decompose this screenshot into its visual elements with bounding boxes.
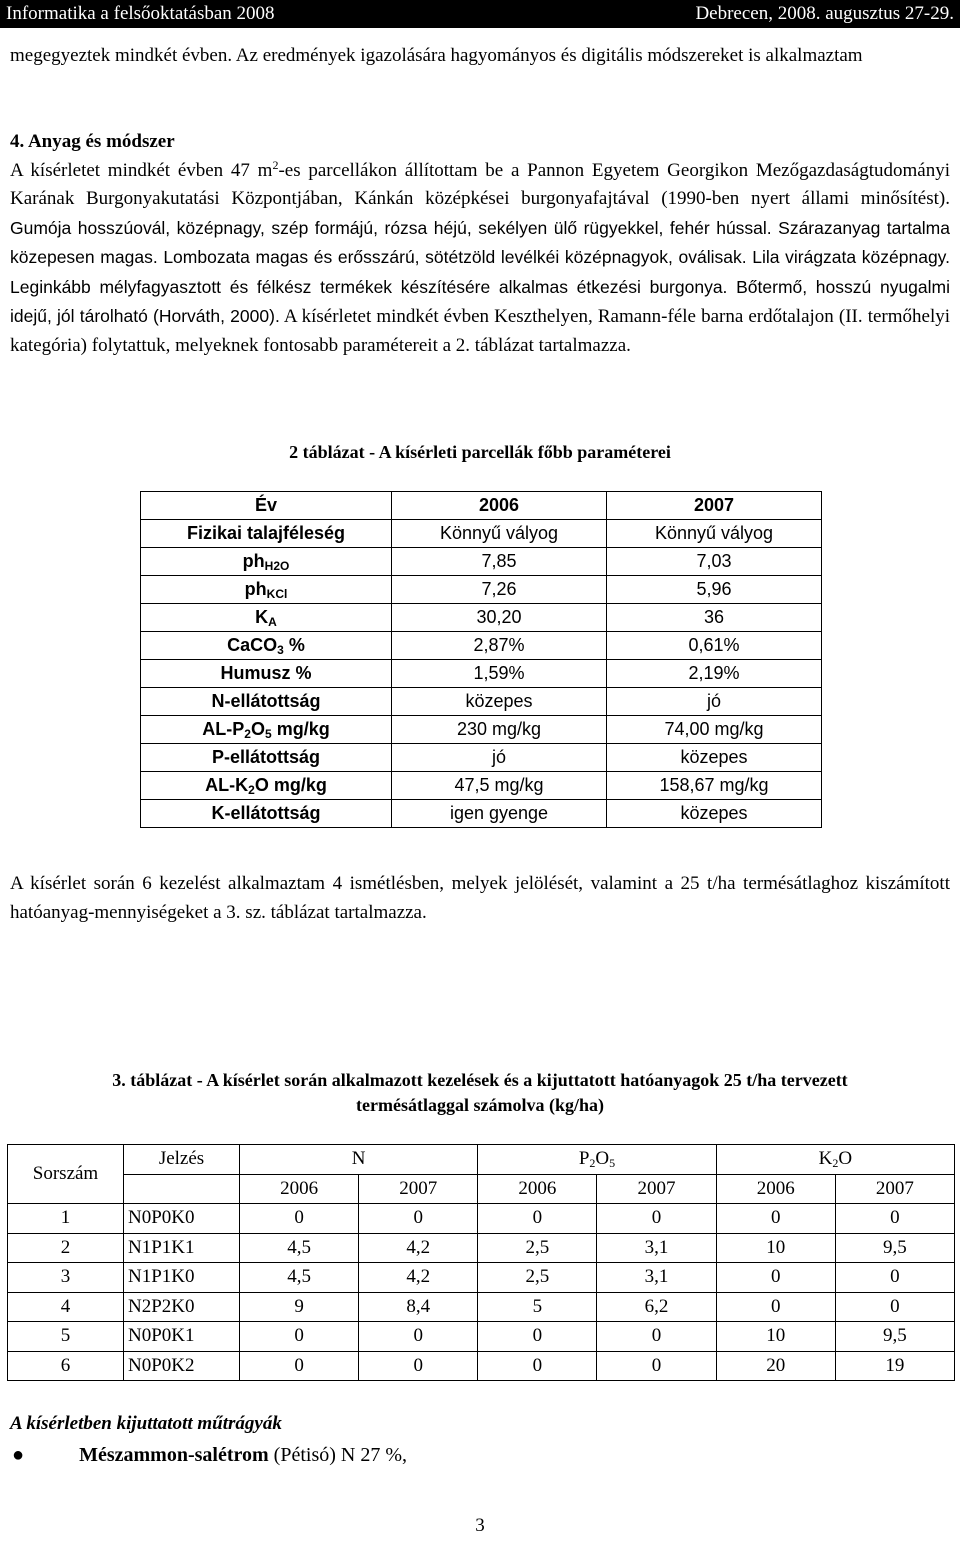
table-row: 4 N2P2K0 9 8,4 5 6,2 0 0	[8, 1292, 955, 1322]
table-row: Humusz % 1,59% 2,19%	[141, 660, 822, 688]
page-number: 3	[475, 1515, 485, 1536]
table-row: 2 N1P1K1 4,5 4,2 2,5 3,1 10 9,5	[8, 1233, 955, 1263]
table3-caption: 3. táblázat - A kísérlet során alkalmazott kezelések és a kijuttatott hatóanyagok 25 t/ha tervezett termésátlaggal számolva (kg/ha)	[112, 1070, 848, 1115]
table-row: CaCO$_3$ % 2,87% 0,61%	[141, 632, 822, 660]
table-row: 3 N1P1K0 4,5 4,2 2,5 3,1 0 0	[8, 1263, 955, 1293]
method-section	[10, 128, 950, 360]
list-item: ● Mészammon-salétrom (Pétisó) N 27 %,	[12, 1444, 407, 1466]
table-row: Fizikai talajféleség Könnyű vályog Könnyű vályog	[141, 520, 822, 548]
table-row: $ph_{KCl}$ 7,26 5,96	[141, 576, 822, 604]
page-header	[0, 0, 960, 28]
table-header-row: Év 2006 2007	[141, 492, 822, 520]
table-row: $ph_{H2O}$ 7,85 7,03	[141, 548, 822, 576]
table-row: $AL-P_2O_5$ mg/kg 230 mg/kg 74,00 mg/kg	[141, 716, 822, 744]
table2-caption: 2 táblázat - A kísérleti parcellák főbb paraméterei	[289, 442, 671, 462]
table-row: $K_A$ 30,20 36	[141, 604, 822, 632]
bullet-icon: ●	[12, 1444, 25, 1466]
table-row: N-ellátottság közepes jó	[141, 688, 822, 716]
table-row: 1 N0P0K0 0 0 0 0 0 0	[8, 1204, 955, 1234]
table-year-row: 2006 2007 2006 2007 2006 2007	[8, 1174, 955, 1204]
intro-paragraph: megegyeztek mindkét évben. Az eredmények igazolására hagyományos és digitális módszereket is alkalmaztam	[10, 45, 863, 66]
table-row: 6 N0P0K2 0 0 0 0 20 19	[8, 1351, 955, 1381]
table-row: P-ellátottság jó közepes	[141, 744, 822, 772]
method-paragraph: A kísérletet mindkét évben 47 $m^2-es$ parcellákon állítottam be a Pannon Egyetem Georgikon Mezőgazdaságtudományi Karának Burgonyakutatási Központjában, Kánkán középkései burgonyafajtával (1990-ben nyert állami minősítést). Gumója hosszúovál, középnagy, szép formájú, rózsa héjú, sekélyen ülő rügyekkel, fehér hússal. Szárazanyag tartalma közepesen magas. Lombozata magas és erősszárú, sötétzöld levélkéi középnagyok, oválisak. Lila virágzata középnagy. Leginkább mélyfagyasztott és félkész termékek készítésére alkalmas étkezési burgonya. Bőtermő, hosszú nyugalmi idejű, jól tárolható (Horváth, 2000). A kísérletet mindkét évben Keszthelyen, Ramann-féle barna erdőtalajon (II. termőhelyi kategória) folytattuk, melyeknek fontosabb paramétereit a 2. táblázat tartalmazza.	[10, 157, 951, 356]
table-header-row: Sorszám Jelzés N $P_2O_5$ $K_2O$	[8, 1145, 955, 1175]
soil-parameters-table	[140, 491, 822, 828]
header-right: Debrecen, 2008. augusztus 27-29.	[695, 3, 954, 24]
fertilizer-title: A kísérletben kijuttatott műtrágyák	[10, 1413, 282, 1434]
section-title: 4. Anyag és módszer	[10, 131, 175, 152]
table-row: $AL-K_2O$ mg/kg 47,5 mg/kg 158,67 mg/kg	[141, 772, 822, 800]
table-row: 5 N0P0K1 0 0 0 0 10 9,5	[8, 1322, 955, 1352]
table-row: K-ellátottság igen gyenge közepes	[141, 800, 822, 828]
header-left: Informatika a felsőoktatásban 2008	[6, 3, 275, 24]
treatments-table	[7, 1144, 955, 1381]
treatments-paragraph: A kísérlet során 6 kezelést alkalmaztam 4 ismétlésben, melyek jelölését, valamint a 25 t/ha termésátlaghoz kiszámított hatóanyag-mennyiségeket a 3. sz. táblázat tartalmazza.	[10, 873, 950, 923]
